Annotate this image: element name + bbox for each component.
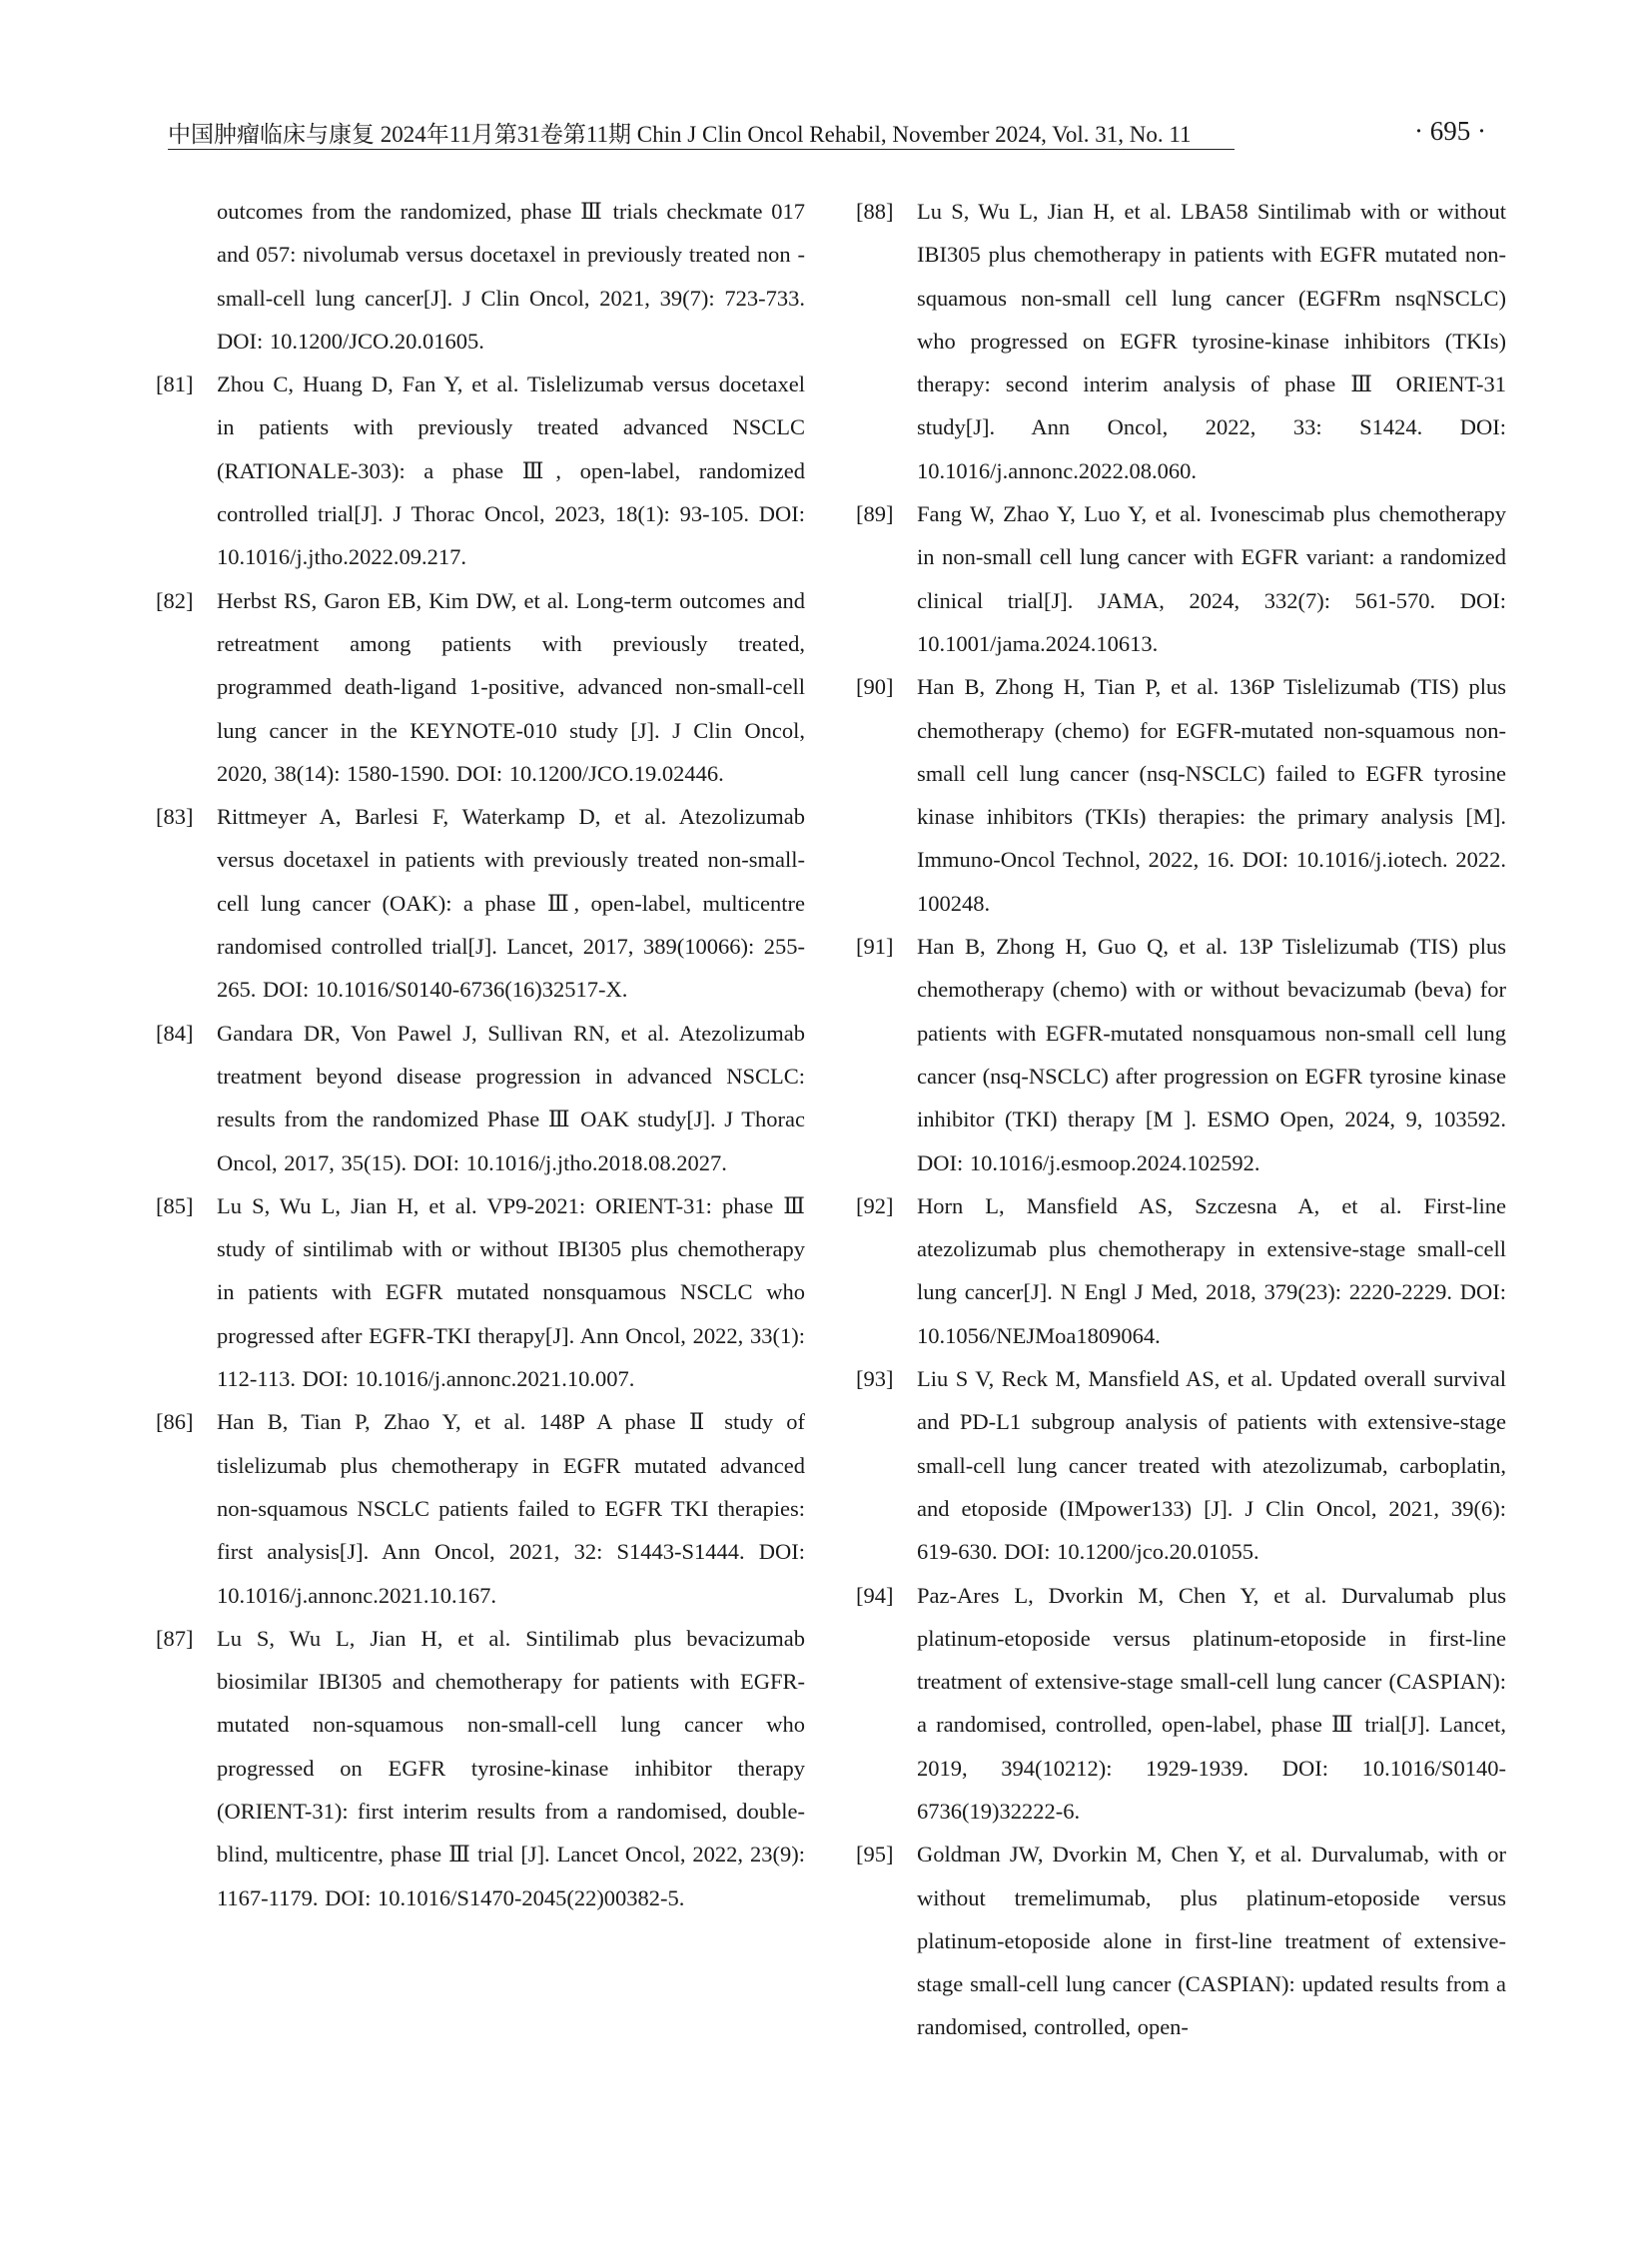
reference-text: Han B, Zhong H, Guo Q, et al. 13P Tislelizumab (TIS) plus chemotherapy (chemo) with or without bevacizumab (beva) for patients with EGFR-mutated nonsquamous non-small cell lung cancer (nsq-NSCLC) after progression on EGFR tyrosine kinase inhibitor (TKI) therapy [M ]. ESMO Open, 2024, 9, 103592. DOI: 10.1016/j.esmoop.2024.102592. xyxy=(917,934,1506,1175)
page-number: · 695 · xyxy=(1414,116,1486,146)
reference-number: [93] xyxy=(856,1366,894,1392)
header-rule xyxy=(168,149,1235,150)
reference-number: [88] xyxy=(856,199,894,224)
reference-89 xyxy=(856,492,1506,665)
reference-number: [95] xyxy=(856,1842,894,1868)
reference-text: Goldman JW, Dvorkin M, Chen Y, et al. Durvalumab, with or without tremelimumab, plus platinum-etoposide versus platinum-etoposide alone in first-line treatment of extensive-stage small-cell lung cancer (CASPIAN): updated results from a randomised, controlled, open- xyxy=(917,1842,1506,2040)
reference-91 xyxy=(856,925,1506,1184)
reference-number: [94] xyxy=(856,1582,894,1608)
reference-number: [86] xyxy=(156,1409,194,1435)
reference-90 xyxy=(856,665,1506,925)
reference-text: Lu S, Wu L, Jian H, et al. VP9-2021: ORIENT-31: phase Ⅲ study of sintilimab with or without IBI305 plus chemotherapy in patients with EGFR mutated nonsquamous NSCLC who progressed after EGFR-TKI therapy[J]. Ann Oncol, 2022, 33(1): 112-113. DOI: 10.1016/j.annonc.2021.10.007. xyxy=(217,1192,805,1392)
reference-80-continued xyxy=(156,190,805,363)
reference-text: Han B, Tian P, Zhao Y, et al. 148P A phase Ⅱ study of tislelizumab plus chemotherapy in EGFR mutated advanced non-squamous NSCLC patients failed to EGFR TKI therapies: first analysis[J]. Ann Oncol, 2021, 32: S1443-S1444. DOI: 10.1016/j.annonc.2021.10.167. xyxy=(217,1409,805,1608)
reference-text: Lu S, Wu L, Jian H, et al. Sintilimab plus bevacizumab biosimilar IBI305 and chemotherapy for patients with EGFR-mutated non-squamous non-small-cell lung cancer who progressed on EGFR tyrosine-kinase inhibitor therapy (ORIENT-31): first interim results from a randomised, double-blind, multicentre, phase Ⅲ trial [J]. Lancet Oncol, 2022, 23(9): 1167-1179. DOI: 10.1016/S1470-2045(22)00382-5. xyxy=(217,1625,805,1910)
reference-88 xyxy=(856,190,1506,492)
reference-text: Zhou C, Huang D, Fan Y, et al. Tislelizumab versus docetaxel in patients with previously treated advanced NSCLC (RATIONALE-303): a phase Ⅲ, open-label, randomized controlled trial[J]. J Thorac Oncol, 2023, 18(1): 93-105. DOI: 10.1016/j.jtho.2022.09.217. xyxy=(217,372,805,570)
reference-number: [82] xyxy=(156,587,194,613)
reference-95 xyxy=(856,1833,1506,2048)
reference-text: Lu S, Wu L, Jian H, et al. LBA58 Sintilimab with or without IBI305 plus chemotherapy in patients with EGFR mutated non-squamous non-small cell lung cancer (EGFRm nsqNSCLC) who progressed on EGFR tyrosine-kinase inhibitors (TKIs) therapy: second interim analysis of phase Ⅲ ORIENT-31 study[J]. Ann Oncol, 2022, 33: S1424. DOI: 10.1016/j.annonc.2022.08.060. xyxy=(917,199,1506,483)
reference-number: [83] xyxy=(156,804,194,830)
reference-82 xyxy=(156,579,805,795)
reference-text: Rittmeyer A, Barlesi F, Waterkamp D, et al. Atezolizumab versus docetaxel in patients with previously treated non-small-cell lung cancer (OAK): a phase Ⅲ, open-label, multicentre randomised controlled trial[J]. Lancet, 2017, 389(10066): 255-265. DOI: 10.1016/S0140-6736(16)32517-X. xyxy=(217,804,805,1003)
reference-number: [84] xyxy=(156,1020,194,1046)
reference-text: Gandara DR, Von Pawel J, Sullivan RN, et al. Atezolizumab treatment beyond disease progression in advanced NSCLC: results from the randomized Phase Ⅲ OAK study[J]. J Thorac Oncol, 2017, 35(15). DOI: 10.1016/j.jtho.2018.08.2027. xyxy=(217,1020,805,1175)
left-column xyxy=(156,190,805,1919)
reference-number: [85] xyxy=(156,1192,194,1218)
reference-number: [89] xyxy=(856,501,894,527)
reference-92 xyxy=(856,1184,1506,1357)
reference-number: [91] xyxy=(856,934,894,960)
reference-number: [90] xyxy=(856,674,894,700)
reference-87 xyxy=(156,1617,805,1919)
reference-86 xyxy=(156,1400,805,1616)
reference-text: Fang W, Zhao Y, Luo Y, et al. Ivonescimab plus chemotherapy in non-small cell lung cancer with EGFR variant: a randomized clinical trial[J]. JAMA, 2024, 332(7): 561-570. DOI: 10.1001/jama.2024.10613. xyxy=(917,501,1506,656)
reference-number: [87] xyxy=(156,1625,194,1651)
running-header xyxy=(168,112,1486,152)
reference-text: Paz-Ares L, Dvorkin M, Chen Y, et al. Durvalumab plus platinum-etoposide versus platinum-etoposide in first-line treatment of extensive-stage small-cell lung cancer (CASPIAN): a randomised, controlled, open-label, phase Ⅲ trial[J]. Lancet, 2019, 394(10212): 1929-1939. DOI: 10.1016/S0140-6736(19)32222-6. xyxy=(917,1582,1506,1824)
reference-text: Liu S V, Reck M, Mansfield AS, et al. Updated overall survival and PD-L1 subgroup analysis of patients with extensive-stage small-cell lung cancer treated with atezolizumab, carboplatin, and etoposide (IMpower133) [J]. J Clin Oncol, 2021, 39(6): 619-630. DOI: 10.1200/jco.20.01055. xyxy=(917,1366,1506,1565)
reference-83 xyxy=(156,795,805,1011)
reference-85 xyxy=(156,1184,805,1400)
reference-text: outcomes from the randomized, phase Ⅲ trials checkmate 017 and 057: nivolumab versus docetaxel in previously treated non - small-cell lung cancer[J]. J Clin Oncol, 2021, 39(7): 723-733. DOI: 10.1200/JCO.20.01605. xyxy=(217,199,805,354)
reference-94 xyxy=(856,1574,1506,1834)
journal-citation: 中国肿瘤临床与康复 2024年11月第31卷第11期 Chin J Clin Oncol Rehabil, November 2024, Vol. 31, No. 11 xyxy=(168,122,1192,147)
reference-text: Horn L, Mansfield AS, Szczesna A, et al. First-line atezolizumab plus chemotherapy in extensive-stage small-cell lung cancer[J]. N Engl J Med, 2018, 379(23): 2220-2229. DOI: 10.1056/NEJMoa1809064. xyxy=(917,1192,1506,1348)
reference-text: Herbst RS, Garon EB, Kim DW, et al. Long-term outcomes and retreatment among patients with previously treated, programmed death-ligand 1-positive, advanced non-small-cell lung cancer in the KEYNOTE-010 study [J]. J Clin Oncol, 2020, 38(14): 1580-1590. DOI: 10.1200/JCO.19.02446. xyxy=(217,587,805,786)
reference-93 xyxy=(856,1357,1506,1573)
reference-text: Han B, Zhong H, Tian P, et al. 136P Tislelizumab (TIS) plus chemotherapy (chemo) for EGFR-mutated non-squamous non-small cell lung cancer (nsq-NSCLC) failed to EGFR tyrosine kinase inhibitors (TKIs) therapies: the primary analysis [M]. Immuno-Oncol Technol, 2022, 16. DOI: 10.1016/j.iotech. 2022. 100248. xyxy=(917,674,1506,916)
reference-84 xyxy=(156,1012,805,1184)
reference-number: [92] xyxy=(856,1192,894,1218)
right-column xyxy=(856,190,1506,2049)
reference-81 xyxy=(156,363,805,578)
reference-number: [81] xyxy=(156,372,194,397)
